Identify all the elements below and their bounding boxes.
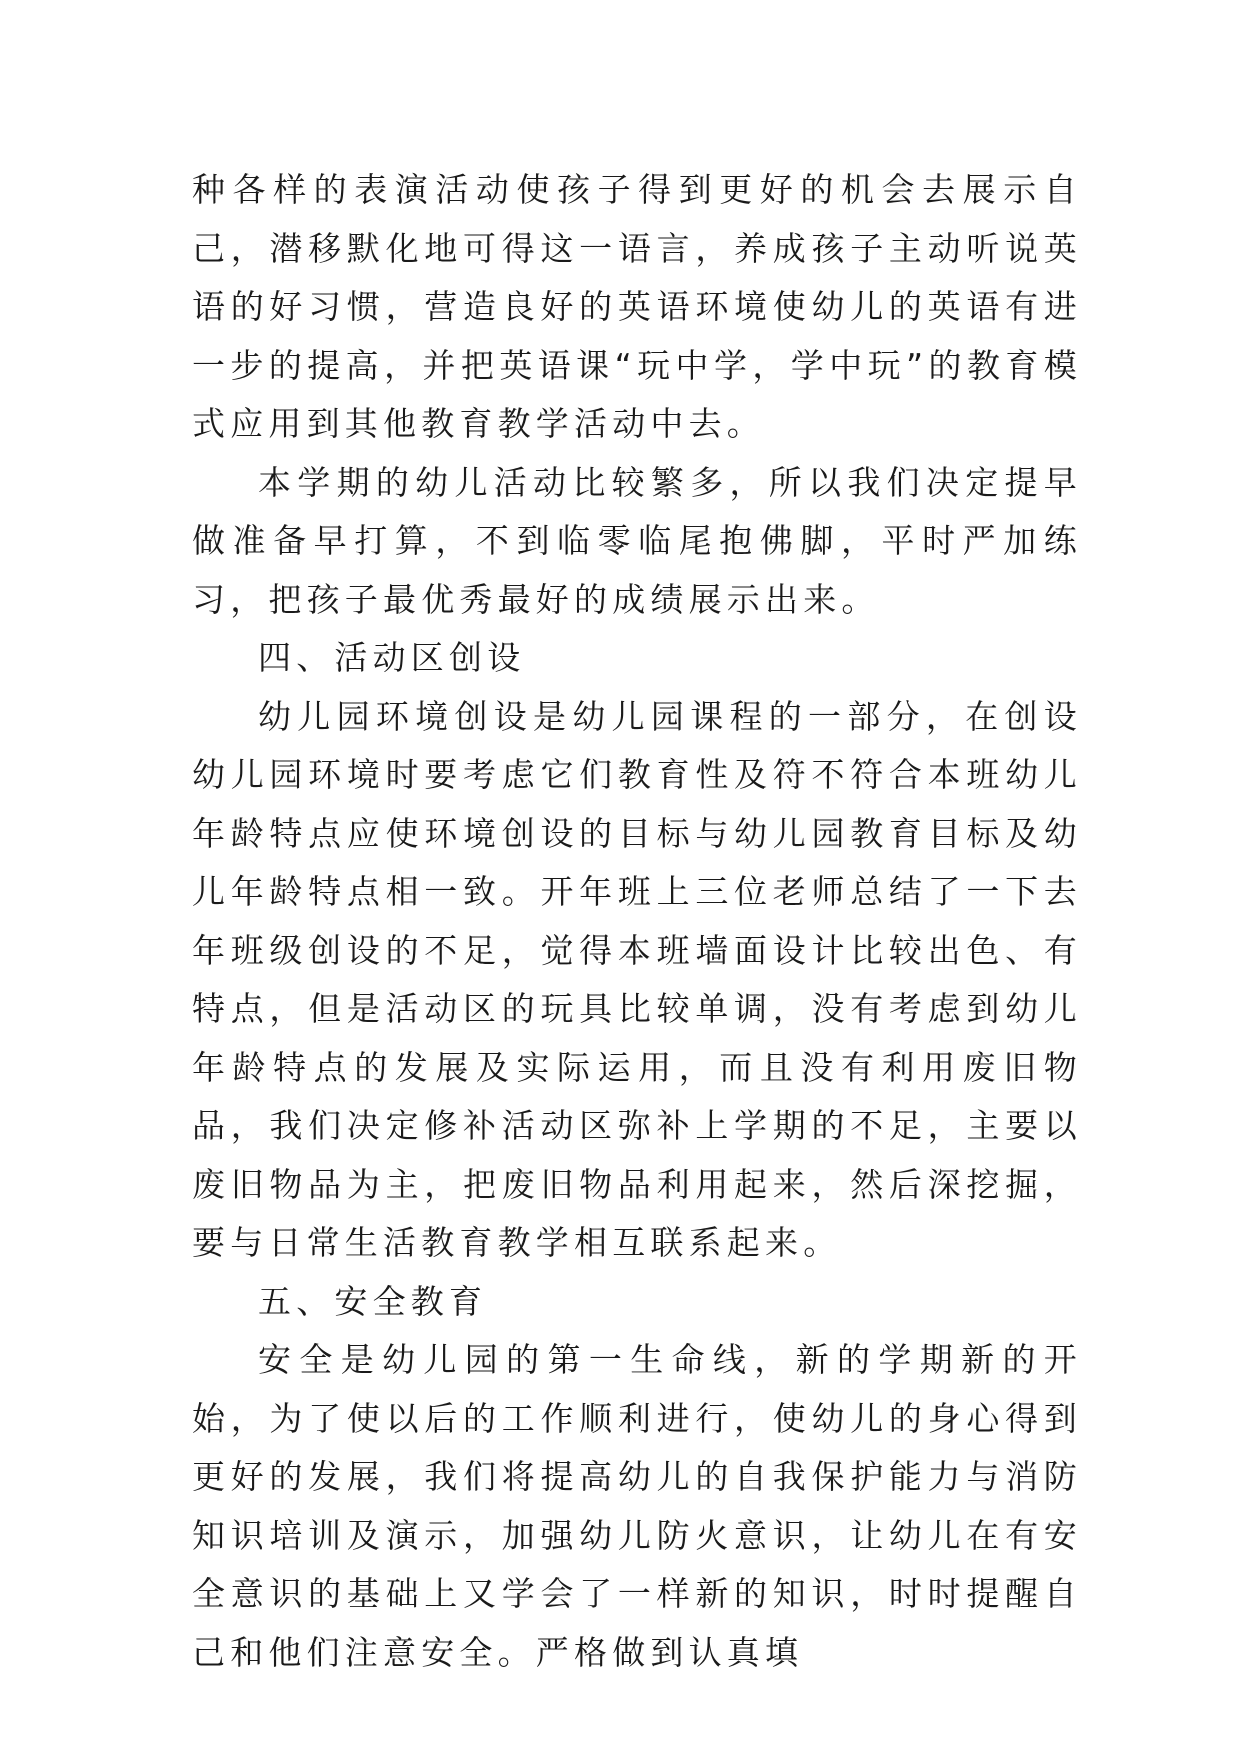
paragraph-safety: 安全是幼儿园的第一生命线，新的学期新的开始，为了使以后的工作顺利进行，使幼儿的身心得到更好的发展，我们将提高幼儿的自我保护能力与消防知识培训及演示，加强幼儿防火意识，让幼儿在有安全意识的基础上又学会了一样新的知识，时时提醒自己和他们注意安全。严格做到认真填 — [192, 1340, 1082, 1672]
section-heading-safety-education: 五、安全教育 — [258, 1281, 488, 1321]
paragraph-continuation-english-activities: 种各样的表演活动使孩子得到更好的机会去展示自己，潜移默化地可得这一语言，养成孩子主动听说英语的好习惯，营造良好的英语环境使幼儿的英语有进一步的提高，并把英语课“玩中学，学中玩”的教育模式应用到其他教育教学活动中去。 — [192, 170, 1082, 443]
paragraph-activity-preparation: 本学期的幼儿活动比较繁多，所以我们决定提早做准备早打算，不到临零临尾抱佛脚，平时严加练习，把孩子最优秀最好的成绩展示出来。 — [192, 462, 1082, 619]
document-body — [192, 161, 1082, 1682]
paragraph-environment-creation: 幼儿园环境创设是幼儿园课程的一部分，在创设幼儿园环境时要考虑它们教育性及符不符合本班幼儿年龄特点应使环境创设的目标与幼儿园教育目标及幼儿年龄特点相一致。开年班上三位老师总结了一下去年班级创设的不足，觉得本班墙面设计比较出色、有特点，但是活动区的玩具比较单调，没有考虑到幼儿年龄特点的发展及实际运用，而且没有利用废旧物品，我们决定修补活动区弥补上学期的不足，主要以废旧物品为主，把废旧物品利用起来，然后深挖掘，要与日常生活教育教学相互联系起来。 — [192, 696, 1082, 1262]
section-heading-activity-area: 四、活动区创设 — [258, 638, 526, 677]
